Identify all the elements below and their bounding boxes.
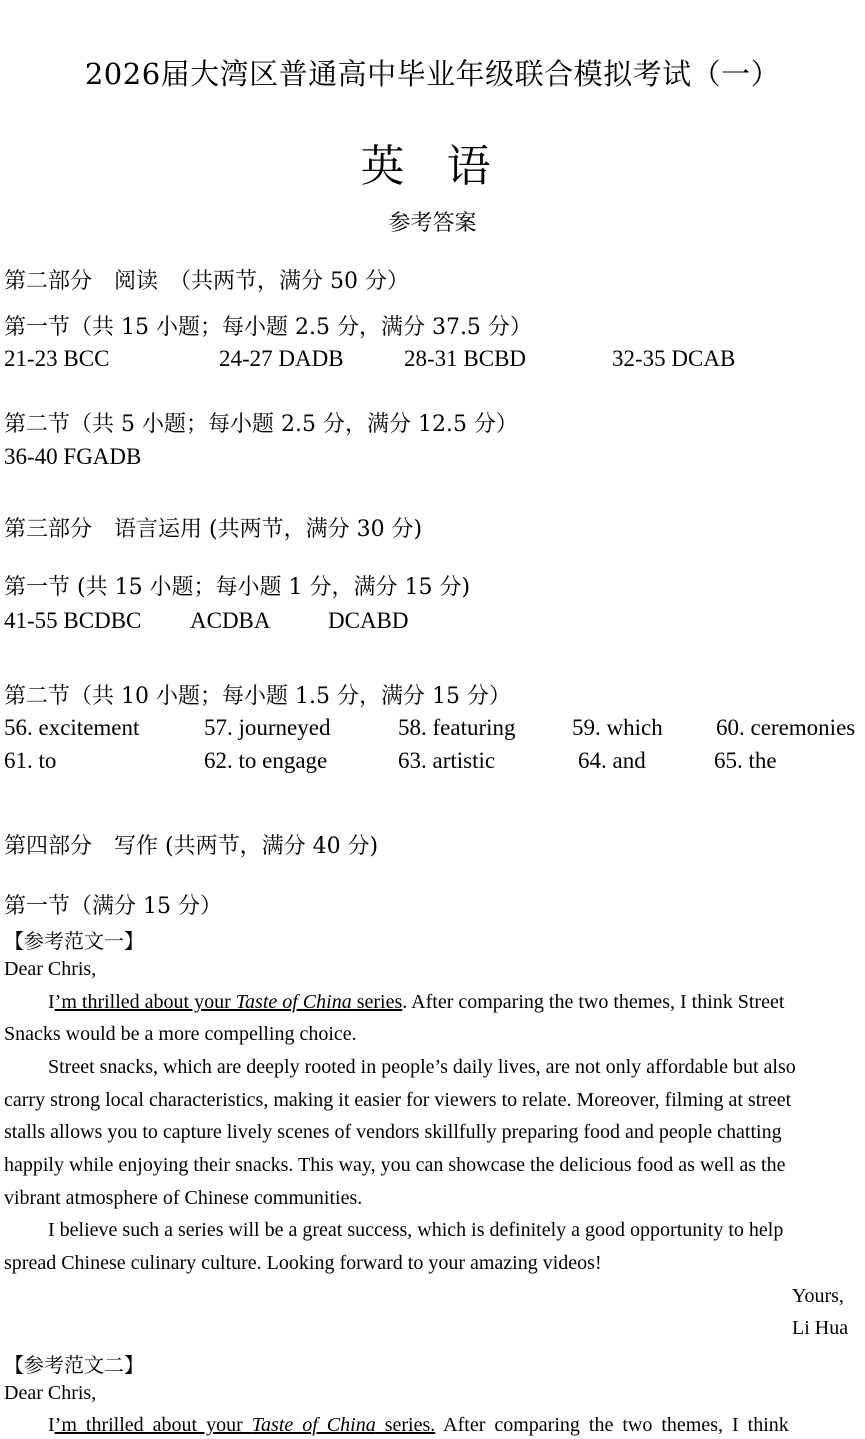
answer-51-55: DCABD: [328, 608, 409, 633]
letter-greeting: Dear Chris,: [4, 958, 97, 980]
letter-paragraph-2-line-1: Street snacks, which are deeply rooted in people’s daily lives, are not only affordable but also: [48, 1056, 796, 1078]
answer-64: 64. and: [578, 748, 646, 773]
answer-60: 60. ceremonies: [716, 715, 856, 740]
part3-section1-heading: 第一节 (共 15 小题；每小题 1 分，满分 15 分): [4, 575, 471, 600]
letter-2-paragraph-1: I’m thrilled about your Taste of China series. After comparing the two themes, I think: [48, 1414, 789, 1436]
answer-41-45: 41-55 BCDBC: [4, 608, 142, 633]
part2-section2-heading: 第二节（共 5 小题；每小题 2.5 分，满分 12.5 分）: [4, 412, 518, 437]
letter-paragraph-2-line-3: stalls allows you to capture lively scenes of vendors skillfully preparing food and people chatting: [4, 1121, 782, 1143]
answer-56: 56. excitement: [4, 715, 140, 740]
letter-closing: Yours,: [792, 1285, 844, 1307]
letter-paragraph-2-line-2: carry strong local characteristics, making it easier for viewers to relate. Moreover, filming at street: [4, 1089, 792, 1111]
answer-63: 63. artistic: [398, 748, 496, 773]
sample-essay-2-label: 【参考范文二】: [4, 1353, 144, 1377]
letter-signature: Li Hua: [792, 1317, 849, 1339]
answer-32-35: 32-35 DCAB: [612, 346, 736, 371]
answer-58: 58. featuring: [398, 715, 516, 740]
part2-section1-heading: 第一节（共 15 小题；每小题 2.5 分，满分 37.5 分）: [4, 315, 532, 340]
part2-heading: 第二部分 阅读 （共两节，满分 50 分）: [4, 269, 409, 294]
letter-paragraph-3-line-1: I believe such a series will be a great success, which is definitely a good opportunity to help: [48, 1219, 784, 1241]
letter-paragraph-1: I’m thrilled about your Taste of China series. After comparing the two themes, I think Street: [48, 991, 785, 1013]
document-title: 2026届大湾区普通高中毕业年级联合模拟考试（一）: [84, 57, 781, 91]
answer-36-40: 36-40 FGADB: [4, 444, 142, 469]
part4-heading: 第四部分 写作 (共两节，满分 40 分): [4, 834, 379, 859]
sample-essay-1-label: 【参考范文一】: [4, 929, 144, 953]
answer-65: 65. the: [714, 748, 777, 773]
letter-2-greeting: Dear Chris,: [4, 1382, 97, 1404]
answer-21-23: 21-23 BCC: [4, 346, 110, 371]
part4-section1-heading: 第一节（满分 15 分）: [4, 894, 222, 919]
answer-61: 61. to: [4, 748, 57, 773]
part3-section2-heading: 第二节（共 10 小题；每小题 1.5 分，满分 15 分）: [4, 684, 511, 709]
answer-24-27: 24-27 DADB: [219, 346, 344, 371]
letter-paragraph-1-line-2: Snacks would be a more compelling choice.: [4, 1023, 357, 1045]
letter-paragraph-2-line-4: happily while enjoying their snacks. This way, you can showcase the delicious food as well as the: [4, 1154, 786, 1176]
answer-28-31: 28-31 BCBD: [404, 346, 527, 371]
part3-heading: 第三部分 语言运用 (共两节，满分 30 分): [4, 517, 423, 542]
letter-paragraph-3-line-2: spread Chinese culinary culture. Looking forward to your amazing videos!: [4, 1252, 602, 1274]
answer-57: 57. journeyed: [204, 715, 331, 740]
letter-paragraph-2-line-5: vibrant atmosphere of Chinese communities.: [4, 1187, 363, 1209]
answer-key-label: 参考答案: [388, 211, 477, 236]
answer-46-50: ACDBA: [190, 608, 271, 633]
answer-59: 59. which: [572, 715, 663, 740]
subject-title: 英 语: [360, 141, 505, 192]
answer-62: 62. to engage: [204, 748, 328, 773]
